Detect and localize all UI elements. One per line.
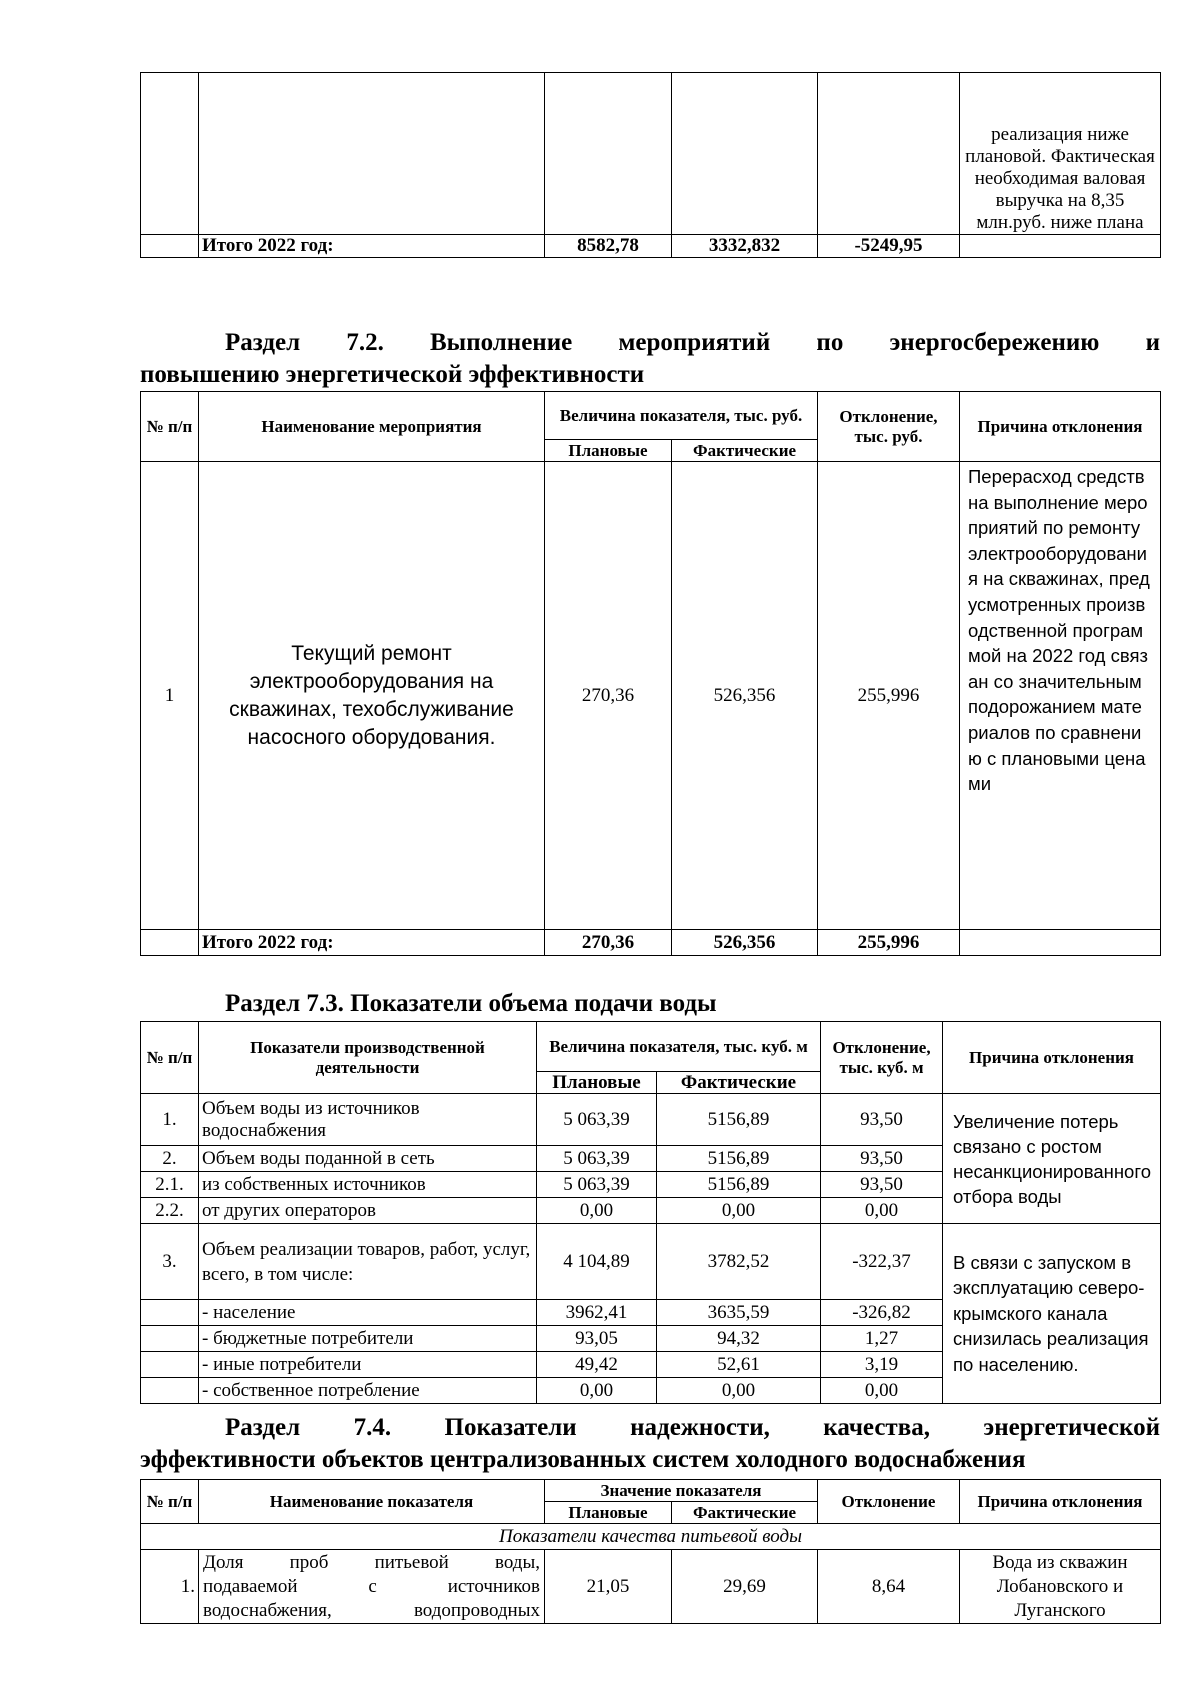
total-plan: 8582,78 <box>545 235 672 258</box>
total-row <box>141 930 1161 956</box>
row-deviation: -326,82 <box>821 1300 943 1326</box>
section-7-4-title-line2: эффективности объектов централизованных систем холодного водоснабжения <box>140 1446 1026 1473</box>
row-fact: 94,32 <box>657 1326 821 1352</box>
group-row <box>141 1524 1161 1550</box>
row-name: от других операторов <box>199 1198 537 1224</box>
header-value: Значение показателя <box>545 1480 818 1502</box>
row-deviation: 3,19 <box>821 1352 943 1378</box>
row-plan: 5 063,39 <box>537 1146 657 1172</box>
total-plan: 270,36 <box>545 930 672 956</box>
row-deviation: 93,50 <box>821 1146 943 1172</box>
row-reason: Увеличение потерь связано с ростом несанкционированного отбора воды <box>943 1094 1161 1224</box>
row-name: - бюджетные потребители <box>199 1326 537 1352</box>
row-deviation: 93,50 <box>821 1094 943 1146</box>
prev-section-table <box>140 72 1161 258</box>
row-num: 1. <box>141 1550 199 1624</box>
row-num: 2.2. <box>141 1198 199 1224</box>
table-row <box>141 1224 1161 1300</box>
section-7-4-table <box>140 1479 1161 1624</box>
group-title: Показатели качества питьевой воды <box>141 1524 1161 1550</box>
table-row <box>141 1094 1161 1146</box>
row-plan: 4 104,89 <box>537 1224 657 1300</box>
row-name-line3: водоснабжения, водопроводных <box>203 1599 540 1621</box>
row-plan: 0,00 <box>537 1198 657 1224</box>
row-reason: Перерасход средств на выполнение мероприятий по ремонту электрооборудования на скважинах, предусмотренных производственной программой на 2022 год связан со значительным подорожанием материалов по сравнению с плановыми ценами <box>960 462 1161 930</box>
row-num: 3. <box>141 1224 199 1300</box>
row-deviation: 93,50 <box>821 1172 943 1198</box>
deviation-reason: реализация ниже плановой. Фактическая необходимая валовая выручка на 8,35 млн.руб. ниже плана <box>960 73 1161 235</box>
row-name: из собственных источников <box>199 1172 537 1198</box>
row-name: Объем воды поданной в сеть <box>199 1146 537 1172</box>
row-name: - собственное потребление <box>199 1378 537 1404</box>
header-row <box>141 1480 1161 1502</box>
header-fact: Фактические <box>672 440 818 462</box>
section-7-3-title: Раздел 7.3. Показатели объема подачи воды <box>225 990 717 1017</box>
total-label: Итого 2022 год: <box>199 235 545 258</box>
header-row <box>141 1022 1161 1072</box>
row-name: Объем воды из источников водоснабжения <box>199 1094 537 1146</box>
table-row <box>141 73 1161 235</box>
total-label: Итого 2022 год: <box>199 930 545 956</box>
table-row <box>141 462 1161 930</box>
row-reason: В связи с запуском в эксплуатацию северо-крымского канала снизилась реализация по населению. <box>943 1224 1161 1404</box>
total-deviation: 255,996 <box>818 930 960 956</box>
row-name-line1: Доля проб питьевой воды, <box>203 1551 540 1573</box>
row-num: 2.1. <box>141 1172 199 1198</box>
header-name: Наименование мероприятия <box>199 392 545 462</box>
row-plan: 5 063,39 <box>537 1094 657 1146</box>
section-7-3-table <box>140 1021 1161 1404</box>
row-deviation: 1,27 <box>821 1326 943 1352</box>
header-num: № п/п <box>141 392 199 462</box>
row-plan: 93,05 <box>537 1326 657 1352</box>
total-row <box>141 235 1161 258</box>
row-deviation: 0,00 <box>821 1378 943 1404</box>
row-num: 1. <box>141 1094 199 1146</box>
row-name: - население <box>199 1300 537 1326</box>
header-num: № п/п <box>141 1022 199 1094</box>
header-reason: Причина отклонения <box>960 1480 1161 1524</box>
row-name <box>199 1550 545 1624</box>
header-fact: Фактические <box>672 1502 818 1524</box>
row-name: Объем реализации товаров, работ, услуг, всего, в том числе: <box>199 1224 537 1300</box>
total-deviation: -5249,95 <box>818 235 960 258</box>
row-fact: 5156,89 <box>657 1094 821 1146</box>
row-fact: 52,61 <box>657 1352 821 1378</box>
row-fact: 0,00 <box>657 1198 821 1224</box>
header-fact: Фактические <box>657 1072 821 1094</box>
row-name: Текущий ремонт электрооборудования на скважинах, техобслуживание насосного оборудования. <box>199 462 545 930</box>
header-name: Показатели производственной деятельности <box>199 1022 537 1094</box>
header-num: № п/п <box>141 1480 199 1524</box>
row-name-line2: подаваемой с источников <box>203 1575 540 1597</box>
header-name: Наименование показателя <box>199 1480 545 1524</box>
header-row <box>141 392 1161 440</box>
row-plan: 49,42 <box>537 1352 657 1378</box>
row-reason: Вода из скважин Лобановского и Луганского <box>960 1550 1161 1624</box>
section-7-2-title-line1: Раздел 7.2. Выполнение мероприятий по энергосбережению и <box>225 329 1160 356</box>
row-plan: 3962,41 <box>537 1300 657 1326</box>
header-deviation: Отклонение <box>818 1480 960 1524</box>
row-fact: 29,69 <box>672 1550 818 1624</box>
header-deviation: Отклонение, тыс. руб. <box>818 392 960 462</box>
row-num: 1 <box>141 462 199 930</box>
row-fact: 526,356 <box>672 462 818 930</box>
total-fact: 3332,832 <box>672 235 818 258</box>
row-deviation: -322,37 <box>821 1224 943 1300</box>
table-row <box>141 1550 1161 1624</box>
row-num: 2. <box>141 1146 199 1172</box>
row-deviation: 0,00 <box>821 1198 943 1224</box>
header-value: Величина показателя, тыс. куб. м <box>537 1022 821 1072</box>
row-fact: 3782,52 <box>657 1224 821 1300</box>
header-reason: Причина отклонения <box>943 1022 1161 1094</box>
header-plan: Плановые <box>545 440 672 462</box>
row-plan: 270,36 <box>545 462 672 930</box>
total-fact: 526,356 <box>672 930 818 956</box>
row-plan: 5 063,39 <box>537 1172 657 1198</box>
row-deviation: 8,64 <box>818 1550 960 1624</box>
header-deviation: Отклонение, тыс. куб. м <box>821 1022 943 1094</box>
header-value: Величина показателя, тыс. руб. <box>545 392 818 440</box>
row-fact: 5156,89 <box>657 1172 821 1198</box>
row-fact: 3635,59 <box>657 1300 821 1326</box>
row-plan: 21,05 <box>545 1550 672 1624</box>
header-plan: Плановые <box>545 1502 672 1524</box>
row-fact: 5156,89 <box>657 1146 821 1172</box>
header-plan: Плановые <box>537 1072 657 1094</box>
section-7-2-table <box>140 391 1161 956</box>
header-reason: Причина отклонения <box>960 392 1161 462</box>
row-deviation: 255,996 <box>818 462 960 930</box>
row-fact: 0,00 <box>657 1378 821 1404</box>
row-plan: 0,00 <box>537 1378 657 1404</box>
row-name: - иные потребители <box>199 1352 537 1378</box>
section-7-2-title-line2: повышению энергетической эффективности <box>140 361 645 388</box>
section-7-4-title-line1: Раздел 7.4. Показатели надежности, качества, энергетической <box>225 1414 1160 1441</box>
